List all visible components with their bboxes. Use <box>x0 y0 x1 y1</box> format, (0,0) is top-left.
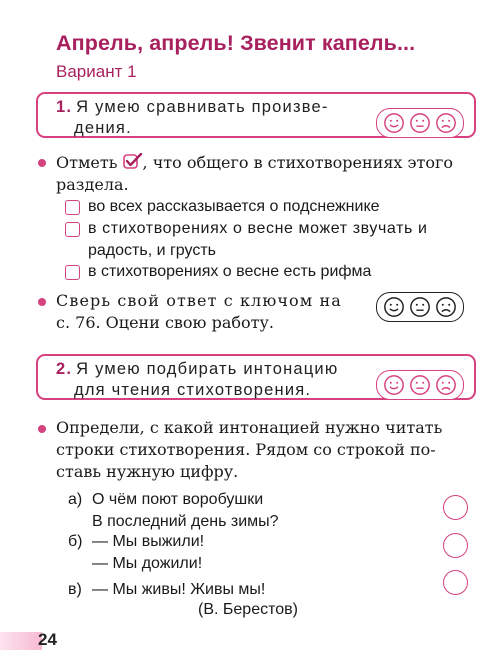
self-assessment-faces-2[interactable] <box>376 370 464 400</box>
skill-2-number: 2. <box>56 360 73 378</box>
poem-c-label: в) <box>68 581 82 598</box>
poem-b-label: б) <box>68 533 83 550</box>
poem-a-line-2: В последний день зимы? <box>92 513 279 530</box>
option-checkbox-2[interactable] <box>65 222 80 237</box>
answer-circle-c[interactable] <box>443 570 468 595</box>
poem-b-line-2: — Мы дожили! <box>92 555 203 572</box>
skill-2-text: Я умею подбирать интонацию <box>76 360 339 378</box>
task-2-line-1: Определи, с какой интонацией нужно читать <box>56 418 443 437</box>
page-number-bar <box>0 632 42 650</box>
skill-2-line-1 <box>56 358 338 380</box>
task-1-line-2: раздела. <box>56 175 129 194</box>
skill-1-line-2: дения. <box>74 119 132 137</box>
sad-face-icon[interactable] <box>435 112 457 134</box>
neutral-face-icon[interactable] <box>409 374 431 396</box>
smile-face-icon[interactable] <box>383 374 405 396</box>
self-assessment-faces-1[interactable] <box>376 108 464 138</box>
option-checkbox-1[interactable] <box>65 200 80 215</box>
option-3-text: в стихотворениях о весне есть рифма <box>88 263 372 280</box>
task-1-text-end: , что общего в стихотворениях этого <box>142 153 453 172</box>
answer-circle-a[interactable] <box>443 495 468 520</box>
task-2-line-3: ставь нужную цифру. <box>56 462 239 481</box>
skill-2-line-2: для чтения стихотворения. <box>74 381 312 399</box>
check-line-2: с. 76. Оцени свою работу. <box>56 313 274 332</box>
smile-face-icon[interactable] <box>383 296 405 318</box>
option-1-text: во всех рассказывается о подснежнике <box>88 198 380 215</box>
bullet-marker <box>38 298 46 306</box>
option-2-text-cont: радость, и грусть <box>88 242 217 259</box>
self-assessment-faces-check[interactable] <box>376 292 464 322</box>
task-2-line-2: строки стихотворения. Рядом со строкой по- <box>56 440 436 459</box>
skill-1-number: 1. <box>56 98 73 116</box>
poem-a-label: а) <box>68 491 83 508</box>
bullet-marker <box>38 159 46 167</box>
poem-author: (В. Берестов) <box>198 601 298 618</box>
option-checkbox-3[interactable] <box>65 265 80 280</box>
neutral-face-icon[interactable] <box>409 112 431 134</box>
sad-face-icon[interactable] <box>435 374 457 396</box>
poem-c-line-1: — Мы живы! Живы мы! <box>92 581 266 598</box>
skill-1-text: Я умею сравнивать произве- <box>76 98 329 116</box>
poem-a-line-1: О чём поют воробушки <box>92 491 264 508</box>
check-line-1: Сверь свой ответ с ключом на <box>56 291 342 310</box>
answer-circle-b[interactable] <box>443 533 468 558</box>
page-number: 24 <box>38 630 57 649</box>
checkmark-icon <box>123 153 143 171</box>
page-title: Апрель, апрель! Звенит капель... <box>56 31 416 55</box>
smile-face-icon[interactable] <box>383 112 405 134</box>
bullet-marker <box>38 425 46 433</box>
variant-label: Вариант 1 <box>56 62 137 81</box>
option-2-text: в стихотворениях о весне может звучать и <box>88 220 428 237</box>
poem-b-line-1: — Мы выжили! <box>92 533 205 550</box>
task-1-text-start: Отметь <box>56 153 118 172</box>
sad-face-icon[interactable] <box>435 296 457 318</box>
neutral-face-icon[interactable] <box>409 296 431 318</box>
task-1-line-1 <box>56 152 453 174</box>
skill-1-line-1 <box>56 96 329 118</box>
